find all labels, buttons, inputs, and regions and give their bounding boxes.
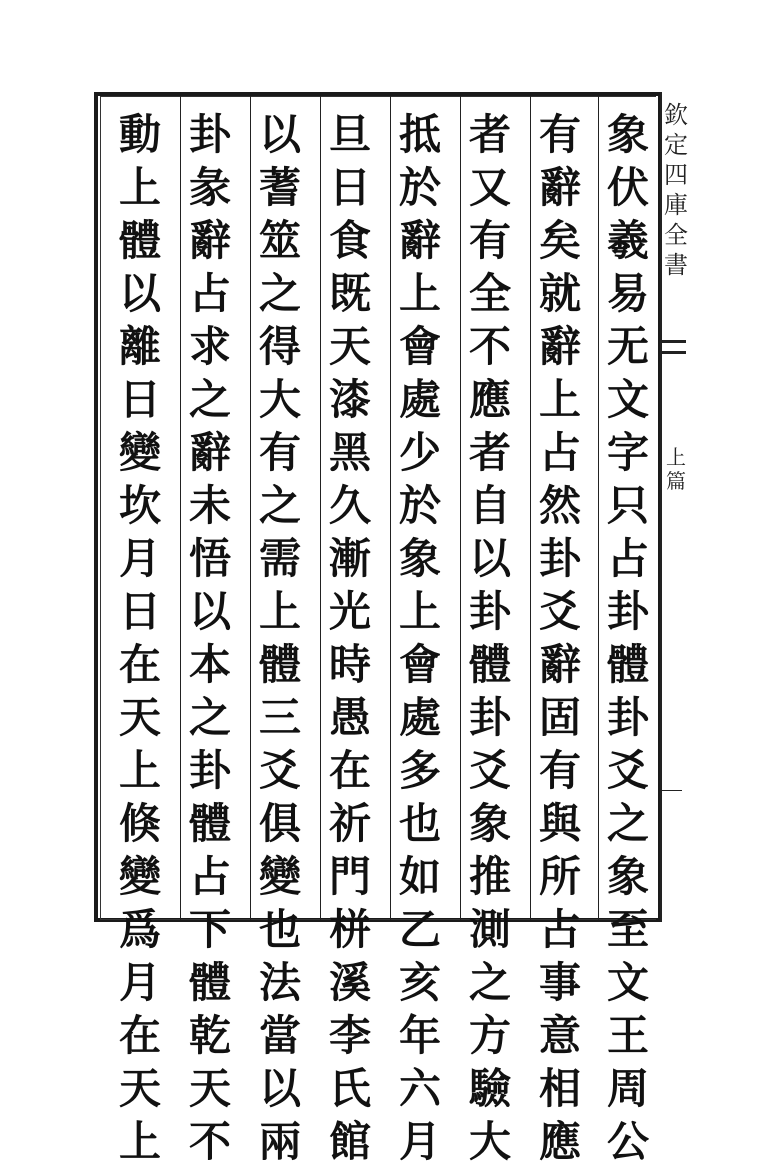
character: 卦 — [468, 587, 511, 636]
character: 公 — [606, 1117, 649, 1166]
character: 在 — [328, 746, 371, 795]
character: 周 — [606, 1064, 649, 1113]
character: 事 — [538, 958, 581, 1007]
margin-character: 篇 — [666, 469, 686, 493]
character: 不 — [188, 1117, 231, 1166]
character: 動 — [118, 110, 161, 159]
character: 爻 — [468, 746, 511, 795]
character: 相 — [538, 1064, 581, 1113]
character: 辭 — [538, 640, 581, 689]
text-column-8 — [110, 108, 170, 1166]
character: 三 — [258, 693, 301, 742]
character: 六 — [398, 1064, 441, 1113]
character: 得 — [258, 322, 301, 371]
character: 應 — [468, 375, 511, 424]
character: 固 — [538, 693, 581, 742]
character: 者 — [468, 428, 511, 477]
character: 无 — [606, 322, 649, 371]
character: 於 — [398, 481, 441, 530]
character: 俱 — [258, 799, 301, 848]
character: 易 — [606, 269, 649, 318]
character: 如 — [398, 852, 441, 901]
character: 應 — [538, 1117, 581, 1166]
character: 王 — [606, 1011, 649, 1060]
character: 意 — [538, 1011, 581, 1060]
character: 爻 — [606, 746, 649, 795]
character: 食 — [328, 216, 371, 265]
margin-tick — [662, 790, 682, 791]
character: 未 — [188, 481, 231, 530]
character: 有 — [538, 746, 581, 795]
character: 坎 — [118, 481, 161, 530]
character: 體 — [118, 216, 161, 265]
character: 多 — [398, 746, 441, 795]
character: 象 — [398, 534, 441, 583]
character: 月 — [118, 534, 161, 583]
text-column-2 — [530, 108, 590, 1166]
character: 就 — [538, 269, 581, 318]
character: 以 — [188, 587, 231, 636]
character: 天 — [118, 693, 161, 742]
character: 上 — [538, 375, 581, 424]
character: 在 — [118, 640, 161, 689]
character: 筮 — [258, 216, 301, 265]
character: 推 — [468, 852, 511, 901]
character: 會 — [398, 322, 441, 371]
character: 處 — [398, 375, 441, 424]
character: 只 — [606, 481, 649, 530]
character: 上 — [258, 587, 301, 636]
character: 黑 — [328, 428, 371, 477]
character: 處 — [398, 693, 441, 742]
character: 有 — [468, 216, 511, 265]
character: 也 — [258, 905, 301, 954]
character: 體 — [606, 640, 649, 689]
character: 館 — [328, 1117, 371, 1166]
character: 有 — [258, 428, 301, 477]
character: 之 — [468, 958, 511, 1007]
character: 上 — [118, 746, 161, 795]
character: 彖 — [188, 163, 231, 212]
character: 需 — [258, 534, 301, 583]
character: 下 — [188, 905, 231, 954]
character: 變 — [258, 852, 301, 901]
character: 栟 — [328, 905, 371, 954]
character: 溪 — [328, 958, 371, 1007]
character: 伏 — [606, 163, 649, 212]
character: 旦 — [328, 110, 371, 159]
character: 日 — [328, 163, 371, 212]
character: 辭 — [188, 428, 231, 477]
character: 辭 — [538, 163, 581, 212]
character: 時 — [328, 640, 371, 689]
character: 蓍 — [258, 163, 301, 212]
character: 以 — [468, 534, 511, 583]
character: 變 — [118, 428, 161, 477]
character: 日 — [118, 587, 161, 636]
character: 光 — [328, 587, 371, 636]
character: 求 — [188, 322, 231, 371]
text-column-5 — [320, 108, 380, 1166]
character: 辭 — [188, 216, 231, 265]
character: 占 — [188, 852, 231, 901]
character: 法 — [258, 958, 301, 1007]
character: 也 — [398, 799, 441, 848]
character: 氏 — [328, 1064, 371, 1113]
character: 以 — [258, 1064, 301, 1113]
margin-character: 全 — [664, 221, 688, 249]
character: 至 — [606, 905, 649, 954]
character: 之 — [258, 269, 301, 318]
character: 占 — [538, 905, 581, 954]
character: 漸 — [328, 534, 371, 583]
character: 文 — [606, 375, 649, 424]
character: 驗 — [468, 1064, 511, 1113]
margin-section-label — [664, 445, 688, 493]
margin-character: 庫 — [664, 191, 688, 219]
character: 上 — [118, 1117, 161, 1166]
character: 大 — [258, 375, 301, 424]
character: 辭 — [538, 322, 581, 371]
character: 辭 — [398, 216, 441, 265]
character: 體 — [188, 799, 231, 848]
character: 爻 — [258, 746, 301, 795]
margin-book-title — [662, 100, 690, 280]
text-column-7 — [180, 108, 240, 1166]
character: 羲 — [606, 216, 649, 265]
character: 年 — [398, 1011, 441, 1060]
character: 當 — [258, 1011, 301, 1060]
character: 在 — [118, 1011, 161, 1060]
character: 上 — [398, 587, 441, 636]
character: 占 — [606, 534, 649, 583]
character: 之 — [188, 375, 231, 424]
character: 卦 — [538, 534, 581, 583]
character: 亥 — [398, 958, 441, 1007]
character: 卦 — [468, 693, 511, 742]
character: 抵 — [398, 110, 441, 159]
character: 會 — [398, 640, 441, 689]
character: 測 — [468, 905, 511, 954]
character: 大 — [468, 1117, 511, 1166]
character: 門 — [328, 852, 371, 901]
character: 以 — [118, 269, 161, 318]
character: 又 — [468, 163, 511, 212]
character: 方 — [468, 1011, 511, 1060]
character: 卦 — [188, 110, 231, 159]
character: 矣 — [538, 216, 581, 265]
character: 離 — [118, 322, 161, 371]
character: 之 — [606, 799, 649, 848]
character: 月 — [118, 958, 161, 1007]
character: 占 — [188, 269, 231, 318]
margin-character: 欽 — [664, 101, 688, 129]
character: 月 — [398, 1117, 441, 1166]
character: 倏 — [118, 799, 161, 848]
character: 體 — [468, 640, 511, 689]
character: 全 — [468, 269, 511, 318]
text-column-6 — [250, 108, 310, 1166]
character: 上 — [398, 269, 441, 318]
character: 本 — [188, 640, 231, 689]
character: 爻 — [538, 587, 581, 636]
character: 之 — [258, 481, 301, 530]
character: 有 — [538, 110, 581, 159]
character: 象 — [606, 110, 649, 159]
character: 體 — [258, 640, 301, 689]
character: 以 — [258, 110, 301, 159]
text-column-3 — [460, 108, 520, 1166]
character: 既 — [328, 269, 371, 318]
margin-character: 四 — [664, 161, 688, 189]
character: 上 — [118, 163, 161, 212]
margin-character: 上 — [666, 445, 686, 469]
character: 變 — [118, 852, 161, 901]
character: 所 — [538, 852, 581, 901]
character: 卦 — [188, 746, 231, 795]
character: 天 — [328, 322, 371, 371]
character: 占 — [538, 428, 581, 477]
character: 悟 — [188, 534, 231, 583]
character: 日 — [118, 375, 161, 424]
character: 愚 — [328, 693, 371, 742]
text-column-4 — [390, 108, 450, 1166]
character: 少 — [398, 428, 441, 477]
character: 字 — [606, 428, 649, 477]
character: 體 — [188, 958, 231, 1007]
character: 祈 — [328, 799, 371, 848]
text-column-1 — [598, 108, 658, 1166]
character: 兩 — [258, 1117, 301, 1166]
character: 於 — [398, 163, 441, 212]
character: 爲 — [118, 905, 161, 954]
character: 不 — [468, 322, 511, 371]
character: 然 — [538, 481, 581, 530]
margin-character: 定 — [664, 131, 688, 159]
fishtail-mark — [660, 340, 686, 354]
character: 李 — [328, 1011, 371, 1060]
character: 久 — [328, 481, 371, 530]
character: 象 — [606, 852, 649, 901]
character: 文 — [606, 958, 649, 1007]
character: 漆 — [328, 375, 371, 424]
character: 與 — [538, 799, 581, 848]
character: 乾 — [188, 1011, 231, 1060]
character: 象 — [468, 799, 511, 848]
character: 之 — [188, 693, 231, 742]
character: 自 — [468, 481, 511, 530]
character: 乙 — [398, 905, 441, 954]
character: 者 — [468, 110, 511, 159]
character: 卦 — [606, 693, 649, 742]
character: 卦 — [606, 587, 649, 636]
character: 天 — [118, 1064, 161, 1113]
character: 天 — [188, 1064, 231, 1113]
margin-character: 書 — [664, 251, 688, 279]
